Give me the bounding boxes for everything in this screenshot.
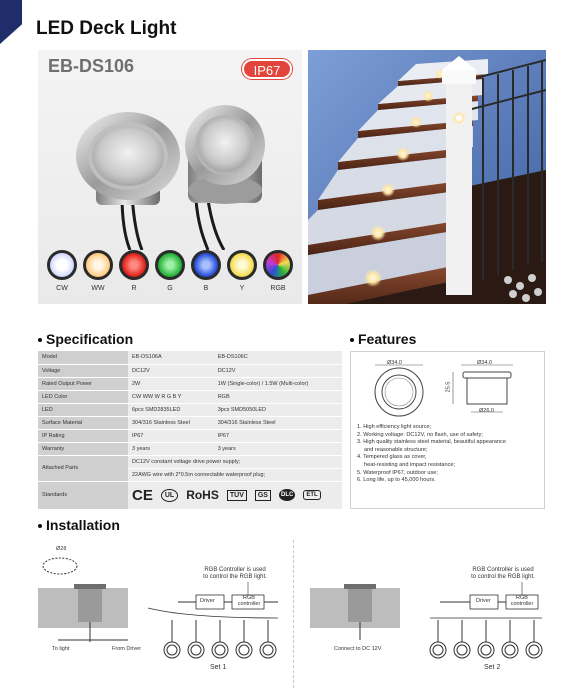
spec-value-c: DC12V [214,364,342,377]
dlc-mark-icon: DLC [279,489,295,501]
spec-value-a: 304/316 Stainless Steel [128,416,214,429]
specification-title: Specification [46,331,134,347]
product-panel [38,50,302,304]
swatch-label: RGB [270,285,286,292]
list-item: heat-resisting and impact resistance; [364,461,456,468]
set1-note [190,567,280,581]
spec-label: Rated Output Power [38,377,128,390]
swatch-r [118,250,150,292]
installation-heading [38,517,120,533]
set1-controller-label [234,595,264,607]
list-item: 1. High efficiency light source; [357,424,432,430]
spec-label: LED Color [38,390,128,403]
spec-label: IP Rating [38,429,128,442]
note-line: RGB Controller is used [472,567,534,573]
list-item: and reasonable structure; [364,446,428,453]
spec-label: Attached Parts [38,455,128,481]
swatch-y [226,250,258,292]
table-row [38,377,342,390]
table-row [38,455,342,468]
spec-value-c: 3pcs SMD5050LED [214,403,342,416]
spec-value-c: IP67 [214,429,342,442]
hole-size-label: Ø28 [56,546,67,552]
list-item: 4. Tempered glass as cover, [357,454,427,461]
spec-value-c: RGB [214,390,342,403]
spec-value-a: 3 years [128,442,214,455]
swatch-b [190,250,222,292]
spec-table [38,351,342,510]
bullet-dot [38,524,42,528]
specification-heading [38,331,133,347]
controller-line: RGB [243,595,255,601]
set2-label: Set 2 [484,664,501,671]
swatch-g [154,250,186,292]
note-line: to control the RGB light. [203,574,267,580]
spec-label: Model [38,351,128,364]
dim-height: 25.5 [445,381,452,393]
list-item: 3. High quality stainless steel material, beautiful appearance [357,439,506,446]
spec-value-c: 1W (Single-color) / 1.5W (Multi-color) [214,377,342,390]
table-row [38,390,342,403]
swatch-label: B [203,285,209,292]
tuv-mark-icon: TÜV [227,490,247,501]
color-swatches [46,250,296,300]
spec-label: Voltage [38,364,128,377]
controller-line: controller [510,601,534,607]
spec-value-a: IP67 [128,429,214,442]
note-line: RGB Controller is used [204,567,266,573]
table-row [38,364,342,377]
from-driver-label: From Driver [112,646,142,652]
features-heading [350,331,416,347]
rohs-mark-icon: RoHS [186,488,219,502]
controller-line: controller [237,601,261,607]
product-photo [38,90,302,250]
set2-driver-label: Driver [476,598,491,604]
connect-dc-label: Connect to DC 12V [334,646,382,652]
dim-outer: Ø34.0 [387,360,402,366]
spec-value-a: CW WW W R G B Y [128,390,214,403]
swatch-cw [46,250,78,292]
gs-mark-icon: GS [255,490,271,501]
stair-photo [308,50,546,304]
list-item: 2. Working voltage: DC12V, no flash, use of safety; [357,431,483,438]
spec-label: Standards [38,481,128,509]
spec-value-c: 304/316 Stainless Steel [214,416,342,429]
table-row [38,403,342,416]
swatch-label: R [131,285,137,292]
swatch-rgb [262,250,294,292]
spec-value-a: DC12V [128,364,214,377]
bullet-dot [38,338,42,342]
set1-label: Set 1 [210,664,227,671]
dim-top: Ø34.0 [477,360,492,366]
installation-divider [293,540,294,688]
spec-value-a: 2W [128,377,214,390]
set2-note [458,567,548,581]
table-row [38,442,342,455]
ip-rating-badge: IP67 [242,59,292,79]
table-row [38,351,342,364]
ce-mark-icon: CE [132,486,153,504]
spec-value-c: EB-DS106C [214,351,342,364]
spec-label: LED [38,403,128,416]
spec-label: Surface Material [38,416,128,429]
features-list [357,424,506,485]
list-item: 6. Long life, up to 45,000 hours. [357,477,436,484]
model-code: EB-DS106 [48,56,135,76]
list-item: 5. Waterproof IP67, outdoor use; [357,469,438,476]
features-title: Features [358,331,417,347]
spec-value-c: 3 years [214,442,342,455]
features-box [350,351,545,509]
page-title: LED Deck Light [36,18,177,39]
installation-title: Installation [46,517,120,533]
standards-logos [128,481,342,509]
swatch-label: CW [56,285,68,292]
spec-value-a: 6pcs SMD2835LED [128,403,214,416]
spec-value-a: EB-DS106A [128,351,214,364]
dim-bottom: Ø26.0 [479,408,494,414]
set1-driver-label: Driver [200,598,215,604]
set2-controller-label [506,595,538,607]
spec-value-attached: DC12V constant voltage drive power supply; [128,455,342,468]
swatch-ww [82,250,114,292]
swatch-label: Y [239,285,245,292]
corner-tab [0,0,22,44]
note-line: to control the RGB light. [471,574,535,580]
controller-line: RGB [516,595,528,601]
table-row [38,429,342,442]
spec-label: Warranty [38,442,128,455]
bullet-dot [350,338,354,342]
to-light-label: To light [52,646,70,652]
table-row [38,416,342,429]
spec-value-attached: 22AWG wire with 2*0.5m connectable waterproof plug; [128,468,342,481]
etl-mark-icon: ETL [303,490,320,500]
table-row [38,481,342,509]
swatch-label: G [167,285,173,292]
ul-mark-icon: UL [161,489,178,502]
swatch-label: WW [91,285,105,292]
